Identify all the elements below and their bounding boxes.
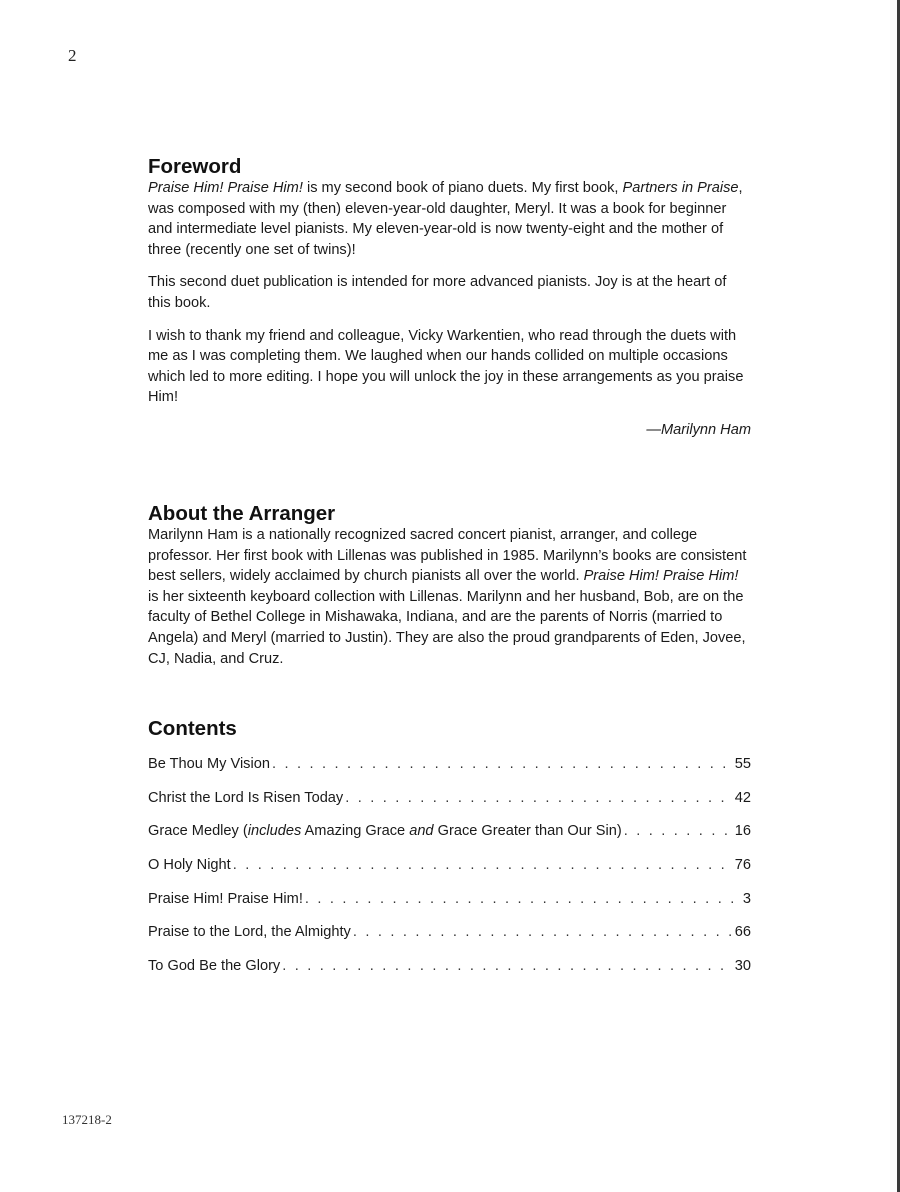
previous-book-title: Partners in Praise	[622, 180, 739, 196]
foreword-paragraph-3: I wish to thank my friend and colleague, Vicky Warkentien, who read through the duets with me as I was completing them. We laughed when our hands collided on multiple occasions which led to more editing. I hope you will unlock the joy in these arrangements as you praise Him!	[148, 327, 744, 406]
foreword-paragraph-2: This second duet publication is intended for more advanced pianists. Joy is at the heart of this book.	[148, 274, 727, 311]
foreword-paragraph-1: Praise Him! Praise Him! is my second book of piano duets. My first book, Partners in Praise, was composed with my (then) eleven-year-old daughter, Meryl. It was a book for beginner and intermediate level pianists. My eleven-year-old is now twenty-eight and the mother of three (recently one set of twins)!	[148, 180, 743, 258]
toc-title: Praise to the Lord, the Almighty	[148, 924, 351, 941]
page-number: 2	[68, 46, 77, 65]
toc-leader	[282, 956, 733, 977]
toc-page: 66	[734, 924, 751, 941]
toc-entry[interactable]	[148, 922, 751, 956]
toc-leader	[305, 889, 741, 910]
toc-entry[interactable]	[148, 788, 751, 822]
toc-page: 3	[742, 890, 751, 907]
catalog-number: 137218-2	[62, 1112, 112, 1127]
about-paragraph: Marilynn Ham is a nationally recognized sacred concert pianist, arranger, and college professor. Her first book with Lillenas was published in 1985. Marilynn’s books are consistent best sellers, widely acclaimed by church pianists all over the world. Praise Him! Praise Him! is her sixteenth keyboard collection with Lillenas. Marilynn and her husband, Bob, are on the faculty of Bethel College in Mishawaka, Indiana, and are the parents of Norris (married to Angela) and Meryl (married to Justin). They are also the proud grandparents of Eden, Jovee, CJ, Nadia, and Cruz.	[148, 527, 747, 667]
toc-title: Grace Medley (includes Amazing Grace and Grace Greater than Our Sin)	[148, 823, 622, 840]
toc-leader	[353, 922, 733, 943]
toc-entry[interactable]	[148, 855, 751, 889]
toc-entry[interactable]	[148, 956, 751, 990]
toc-leader	[233, 855, 733, 876]
contents-section	[148, 718, 751, 990]
toc-leader	[624, 821, 733, 842]
toc-leader	[345, 788, 733, 809]
toc-page: 55	[734, 756, 751, 772]
foreword-heading: Foreword	[148, 155, 242, 178]
toc-leader	[272, 754, 733, 775]
toc-page: 76	[734, 857, 751, 874]
toc-title: Christ the Lord Is Risen Today	[148, 789, 344, 806]
book-title: Praise Him! Praise Him!	[148, 180, 303, 196]
book-title: Praise Him! Praise Him!	[583, 568, 739, 585]
toc-title: Be Thou My Vision	[148, 756, 270, 772]
toc-title: To God Be the Glory	[148, 958, 281, 975]
about-section	[148, 503, 751, 681]
toc-page: 30	[734, 958, 751, 975]
foreword-section	[148, 156, 751, 441]
contents-heading: Contents	[148, 717, 237, 740]
toc-page: 42	[734, 789, 751, 806]
toc-page: 16	[734, 823, 751, 840]
toc-entry[interactable]	[148, 754, 751, 788]
toc-title: O Holy Night	[148, 857, 231, 874]
about-heading: About the Arranger	[148, 502, 336, 525]
toc-entry[interactable]	[148, 821, 751, 855]
toc-entry[interactable]	[148, 889, 751, 923]
signature: —Marilynn Ham	[646, 421, 751, 438]
toc-title: Praise Him! Praise Him!	[148, 890, 303, 907]
